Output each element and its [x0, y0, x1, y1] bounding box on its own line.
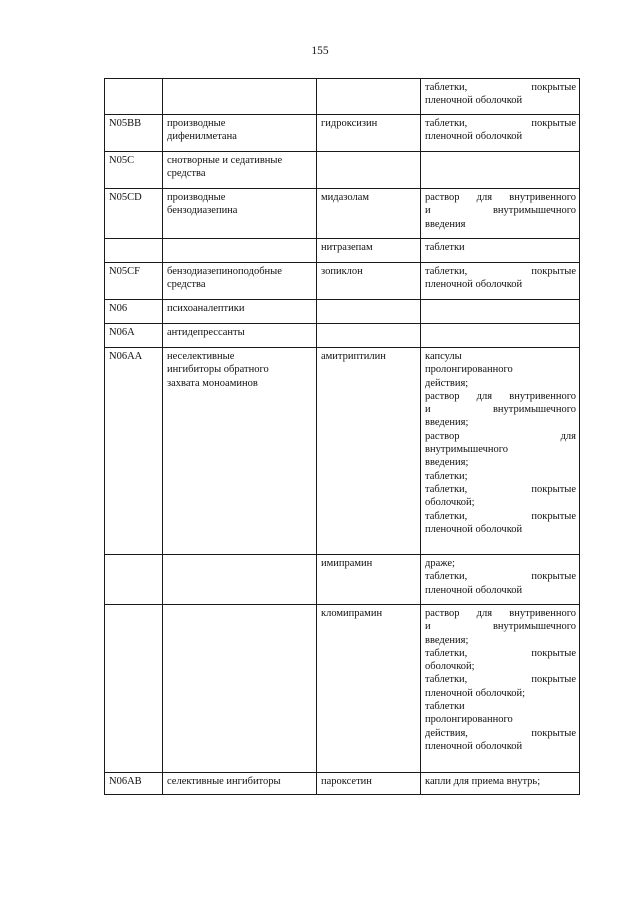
dosage-form-cell	[421, 152, 580, 189]
atc-code-cell: N05C	[105, 152, 163, 189]
table-row	[105, 239, 580, 263]
group-line: ингибиторы обратного	[167, 364, 269, 376]
group-line: производные	[167, 118, 226, 129]
atc-code-cell	[105, 79, 163, 115]
dosage-form-line: введения;	[425, 634, 469, 646]
table-row	[105, 324, 580, 348]
drug-table	[104, 78, 580, 795]
dosage-form-line: пленочной оболочкой	[425, 740, 523, 752]
atc-code-cell: N05CF	[105, 263, 163, 300]
group-line: бензодиазепиноподобные	[167, 266, 282, 277]
dosage-form-line: таблетки, покрытые	[425, 82, 576, 93]
dosage-form-line: таблетки, покрытые	[425, 266, 576, 277]
anatomical-group-cell	[163, 189, 317, 239]
dosage-form-line: пленочной оболочкой	[425, 584, 523, 596]
drug-name-cell: зопиклон	[317, 263, 421, 300]
dosage-form-line: раствор для внутривенного	[425, 390, 576, 402]
atc-code-cell	[105, 555, 163, 605]
table-row	[105, 115, 580, 152]
atc-code-cell: N06	[105, 300, 163, 324]
dosage-form-cell	[421, 189, 580, 239]
dosage-form-line: и внутримышечного	[425, 404, 576, 416]
dosage-form-cell	[421, 115, 580, 152]
anatomical-group-cell	[163, 605, 317, 773]
table-row	[105, 152, 580, 189]
dosage-form-line: таблетки, покрытые	[425, 483, 576, 495]
dosage-form-line: пленочной оболочкой	[425, 279, 523, 291]
dosage-form-line: таблетки	[425, 242, 465, 253]
anatomical-group-cell	[163, 152, 317, 189]
drug-name-cell: пароксетин	[317, 773, 421, 795]
dosage-form-line: таблетки	[425, 701, 465, 713]
group-line: антидепрессанты	[167, 327, 245, 338]
anatomical-group-cell	[163, 348, 317, 555]
anatomical-group-cell	[163, 300, 317, 324]
dosage-form-line: и внутримышечного	[425, 621, 576, 633]
drug-name-cell	[317, 300, 421, 324]
dosage-form-line: оболочкой;	[425, 661, 475, 673]
group-line: захвата моноаминов	[167, 377, 258, 389]
atc-code-cell: N06AB	[105, 773, 163, 795]
dosage-form-line: пролонгированного	[425, 364, 513, 376]
dosage-form-line: таблетки, покрытые	[425, 647, 576, 659]
page-number: 155	[311, 45, 329, 57]
table-row	[105, 348, 580, 555]
dosage-form-cell	[421, 555, 580, 605]
group-line: производные	[167, 192, 226, 203]
group-line: психоаналептики	[167, 303, 245, 314]
group-line: средства	[167, 168, 206, 180]
atc-code-cell: N05CD	[105, 189, 163, 239]
dosage-form-line: пленочной оболочкой	[425, 523, 523, 535]
dosage-form-cell	[421, 300, 580, 324]
dosage-form-line: введения	[425, 218, 466, 230]
anatomical-group-cell	[163, 773, 317, 795]
dosage-form-cell	[421, 79, 580, 115]
dosage-form-cell	[421, 324, 580, 348]
anatomical-group-cell	[163, 239, 317, 263]
table-row	[105, 263, 580, 300]
dosage-form-line: капли для приема внутрь;	[425, 776, 541, 787]
dosage-form-line: действия, покрытые	[425, 727, 576, 739]
anatomical-group-cell	[163, 324, 317, 348]
dosage-form-cell	[421, 263, 580, 300]
dosage-form-cell	[421, 605, 580, 773]
drug-name-cell: гидроксизин	[317, 115, 421, 152]
table-row	[105, 773, 580, 795]
atc-code-cell: N06A	[105, 324, 163, 348]
dosage-form-line: капсулы	[425, 351, 462, 362]
dosage-form-line: драже;	[425, 558, 455, 569]
drug-name-cell	[317, 152, 421, 189]
dosage-form-line: оболочкой;	[425, 497, 475, 509]
dosage-form-line: пленочной оболочкой;	[425, 687, 526, 699]
dosage-form-line: раствор для внутривенного	[425, 608, 576, 619]
dosage-form-line: раствор для внутривенного	[425, 192, 576, 203]
drug-name-cell: имипрамин	[317, 555, 421, 605]
dosage-form-line: раствор для	[425, 430, 576, 442]
atc-code-cell	[105, 605, 163, 773]
dosage-form-line: и внутримышечного	[425, 205, 576, 217]
table-row	[105, 605, 580, 773]
drug-name-cell: нитразепам	[317, 239, 421, 263]
group-line: селективные ингибиторы	[167, 776, 281, 787]
drug-name-cell: мидазолам	[317, 189, 421, 239]
drug-name-cell: амитриптилин	[317, 348, 421, 555]
table-row	[105, 555, 580, 605]
table-row	[105, 300, 580, 324]
atc-code-cell: N06AA	[105, 348, 163, 555]
anatomical-group-cell	[163, 263, 317, 300]
dosage-form-line: таблетки, покрытые	[425, 510, 576, 522]
anatomical-group-cell	[163, 115, 317, 152]
dosage-form-line: введения;	[425, 417, 469, 429]
atc-code-cell: N05BB	[105, 115, 163, 152]
dosage-form-line: действия;	[425, 377, 469, 389]
anatomical-group-cell	[163, 555, 317, 605]
dosage-form-line: пленочной оболочкой	[425, 95, 523, 107]
dosage-form-cell	[421, 773, 580, 795]
dosage-form-line: таблетки, покрытые	[425, 118, 576, 129]
group-line: снотворные и седативные	[167, 155, 283, 166]
drug-name-cell	[317, 324, 421, 348]
dosage-form-line: введения;	[425, 457, 469, 469]
group-line: дифенилметана	[167, 131, 237, 143]
dosage-form-cell	[421, 348, 580, 555]
group-line: бензодиазепина	[167, 205, 238, 217]
dosage-form-line: пленочной оболочкой	[425, 131, 523, 143]
drug-name-cell	[317, 79, 421, 115]
dosage-form-line: таблетки, покрытые	[425, 674, 576, 686]
dosage-form-line: пролонгированного	[425, 714, 513, 726]
group-line: средства	[167, 279, 206, 291]
dosage-form-line: внутримышечного	[425, 444, 509, 456]
atc-code-cell	[105, 239, 163, 263]
table-row	[105, 189, 580, 239]
anatomical-group-cell	[163, 79, 317, 115]
group-line: неселективные	[167, 351, 235, 362]
table-body	[105, 79, 580, 795]
dosage-form-cell	[421, 239, 580, 263]
table-row	[105, 79, 580, 115]
dosage-form-line: таблетки, покрытые	[425, 571, 576, 583]
drug-name-cell: кломипрамин	[317, 605, 421, 773]
dosage-form-line: таблетки;	[425, 470, 468, 482]
